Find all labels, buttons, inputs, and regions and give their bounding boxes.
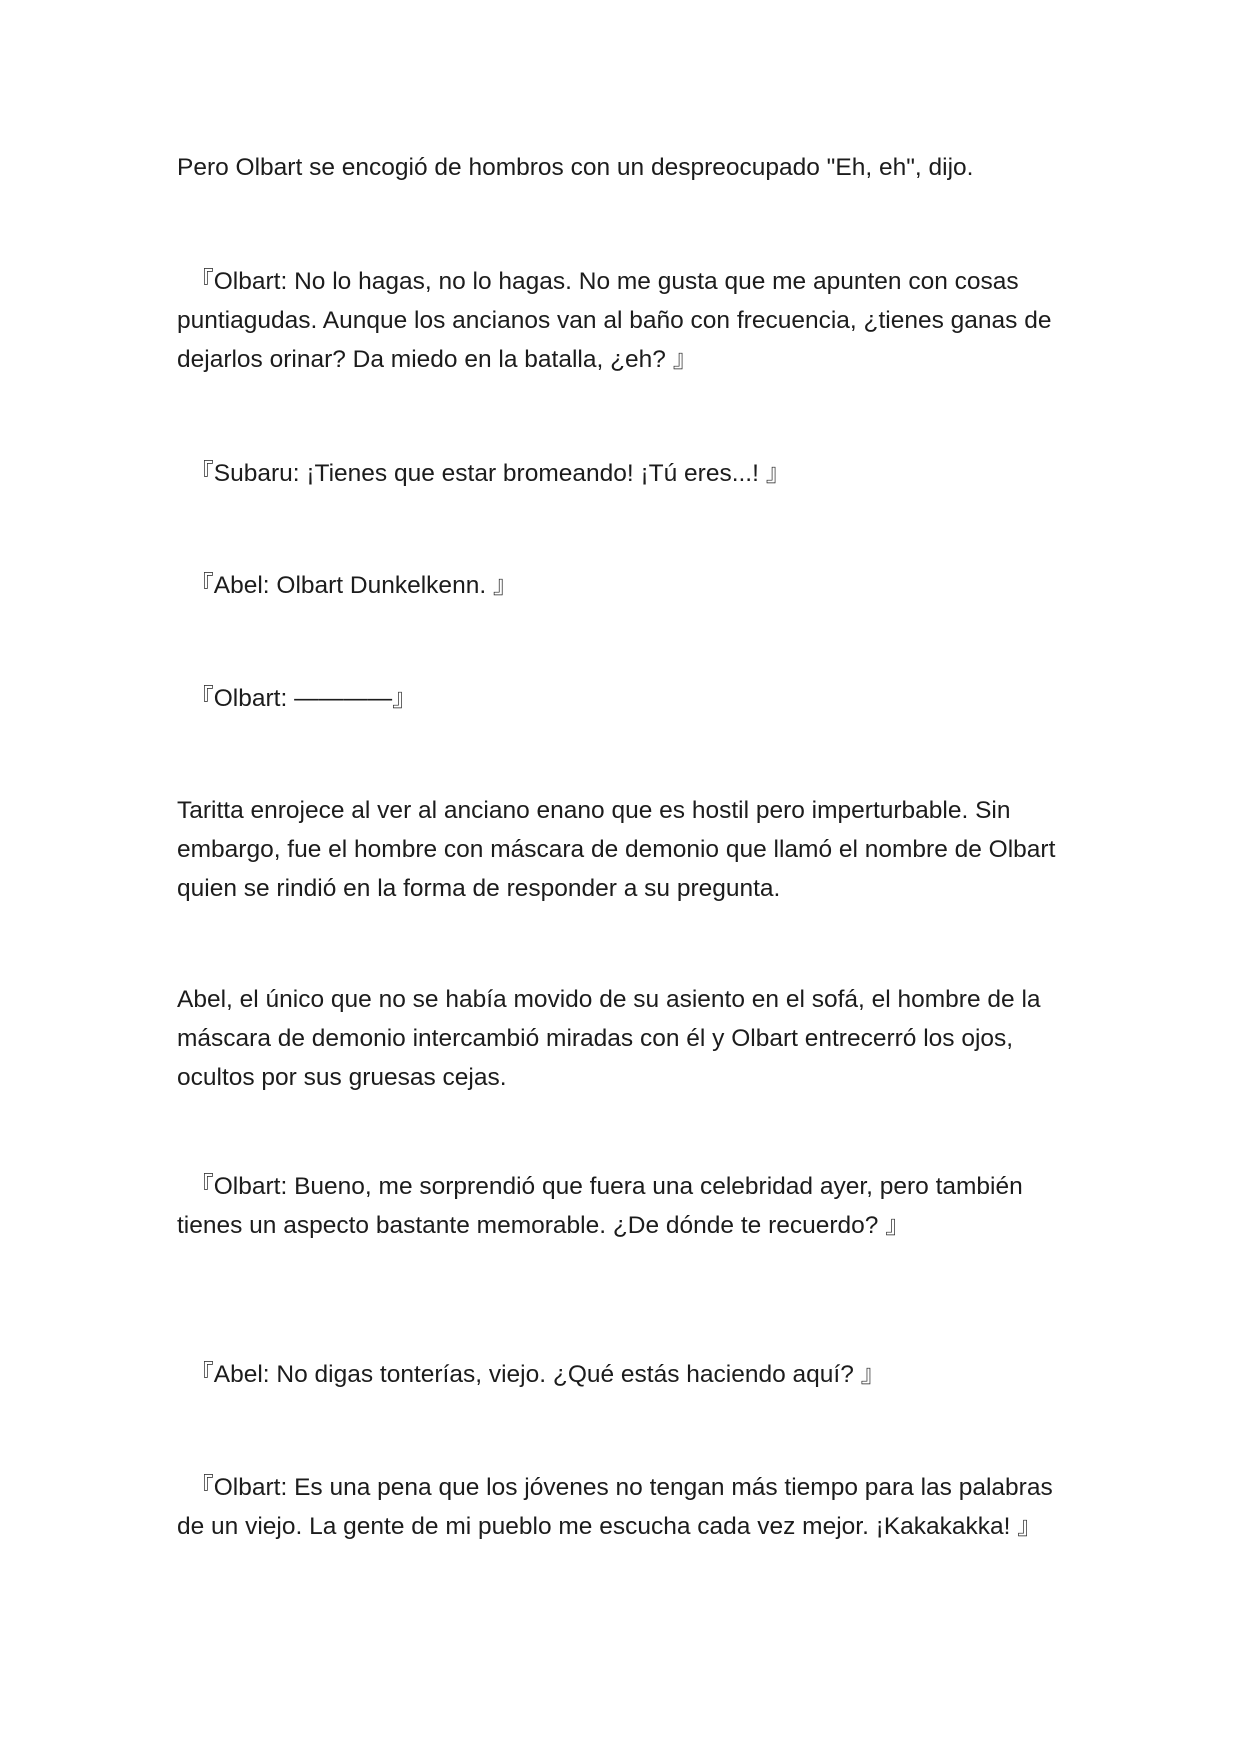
paragraph-3: 『Subaru: ¡Tienes que estar bromeando! ¡Tú eres...! 』 [177, 460, 791, 487]
paragraph-2: 『Olbart: No lo hagas, no lo hagas. No me gusta que me apunten con cosas puntiagudas. Aunque los ancianos van al baño con frecuencia, ¿tienes ganas de dejarlos orinar? Da miedo en la batalla, ¿eh? 』 [177, 268, 1059, 373]
paragraph-9: 『Abel: No digas tonterías, viejo. ¿Qué estás haciendo aquí? 』 [177, 1361, 886, 1388]
paragraph-1: Pero Olbart se encogió de hombros con un despreocupado "Eh, eh", dijo. [177, 154, 974, 181]
paragraph-10: 『Olbart: Es una pena que los jóvenes no tengan más tiempo para las palabras de un viejo. La gente de mi pueblo me escucha cada vez mejor. ¡Kakakakka! 』 [177, 1474, 1060, 1540]
paragraph-7: Abel, el único que no se había movido de su asiento en el sofá, el hombre de la máscara de demonio intercambió miradas con él y Olbart entrecerró los ojos, ocultos por sus gruesas cejas. [177, 986, 1048, 1091]
paragraph-4: 『Abel: Olbart Dunkelkenn. 』 [177, 572, 518, 599]
paragraph-6: Taritta enrojece al ver al anciano enano que es hostil pero imperturbable. Sin embargo, fue el hombre con máscara de demonio que llamó el nombre de Olbart quien se rindió en la forma de responder a su pregunta. [177, 797, 1063, 902]
paragraph-5: 『Olbart: ————』 [177, 685, 417, 712]
paragraph-8: 『Olbart: Bueno, me sorprendió que fuera una celebridad ayer, pero también tienes un aspecto bastante memorable. ¿De dónde te recuerdo? 』 [177, 1173, 1030, 1239]
